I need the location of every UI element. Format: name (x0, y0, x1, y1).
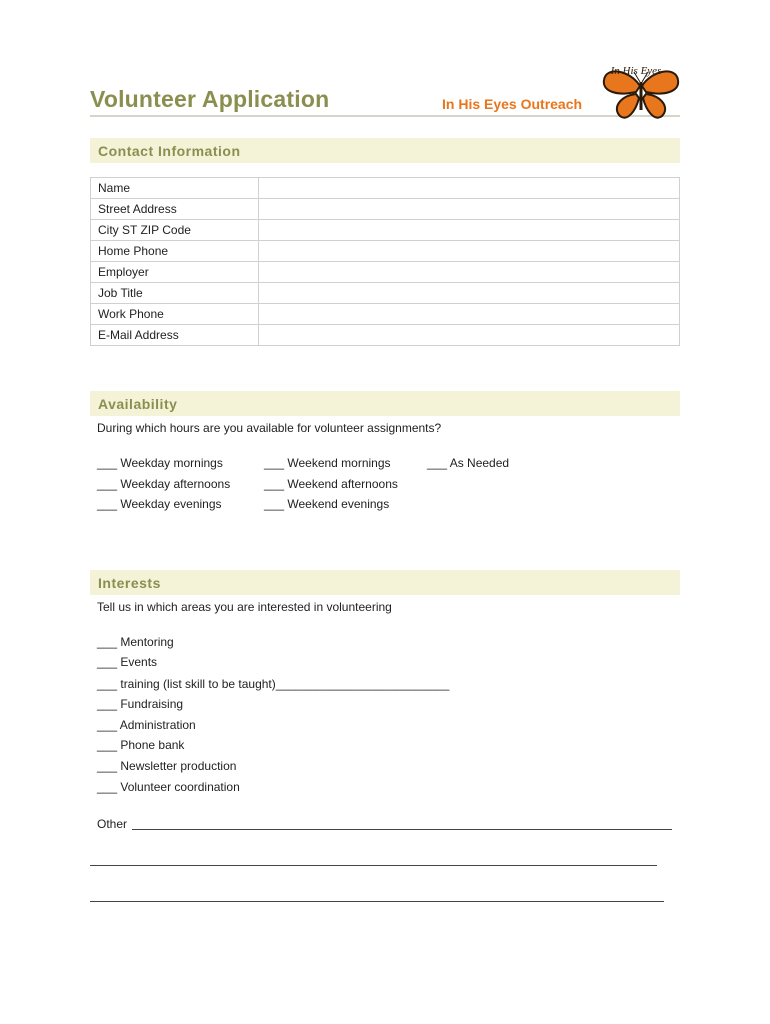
contact-label-employer: Employer (91, 262, 259, 283)
contact-field-street[interactable] (259, 199, 680, 220)
option-weekend-evenings[interactable]: ___ Weekend evenings (264, 497, 390, 511)
option-weekday-mornings[interactable]: ___ Weekday mornings (97, 456, 223, 470)
contact-label-city: City ST ZIP Code (91, 220, 259, 241)
table-row (91, 325, 680, 346)
interest-item-volunteer-coordination[interactable]: ___ Volunteer coordination (97, 780, 240, 794)
logo-script-text: In His Eyes (610, 65, 662, 77)
contact-label-work-phone: Work Phone (91, 304, 259, 325)
interest-item-administration[interactable]: ___ Administration (97, 718, 196, 732)
table-row (91, 262, 680, 283)
option-weekend-afternoons[interactable]: ___ Weekend afternoons (264, 477, 398, 491)
contact-label-email: E-Mail Address (91, 325, 259, 346)
table-row (91, 283, 680, 304)
interest-item-events[interactable]: ___ Events (97, 655, 158, 669)
option-as-needed[interactable]: ___ As Needed (427, 456, 510, 470)
option-weekday-afternoons[interactable]: ___ Weekday afternoons (97, 477, 231, 491)
contact-section-title: Contact Information (98, 143, 241, 159)
availability-section-header (90, 391, 680, 416)
interest-item-phone-bank[interactable]: ___ Phone bank (97, 738, 185, 752)
table-row (91, 241, 680, 262)
contact-label-name: Name (91, 178, 259, 199)
contact-field-work-phone[interactable] (259, 304, 680, 325)
other-line-2[interactable] (90, 865, 657, 866)
contact-field-employer[interactable] (259, 262, 680, 283)
organization-name: In His Eyes Outreach (442, 96, 583, 112)
table-row (91, 304, 680, 325)
contact-field-job-title[interactable] (259, 283, 680, 304)
contact-label-job-title: Job Title (91, 283, 259, 304)
interest-item-newsletter[interactable]: ___ Newsletter production (97, 759, 237, 773)
table-row (91, 220, 680, 241)
contact-label-home-phone: Home Phone (91, 241, 259, 262)
other-line-3[interactable] (90, 901, 664, 902)
contact-section-header (90, 138, 680, 163)
availability-section-title: Availability (98, 396, 178, 412)
contact-field-name[interactable] (259, 178, 680, 199)
interests-section-header (90, 570, 680, 595)
interests-section-title: Interests (98, 575, 161, 591)
butterfly-logo (604, 71, 678, 117)
contact-field-city[interactable] (259, 220, 680, 241)
contact-label-street: Street Address (91, 199, 259, 220)
option-weekday-evenings[interactable]: ___ Weekday evenings (97, 497, 222, 511)
availability-question: During which hours are you available for volunteer assignments? (97, 421, 442, 435)
butterfly-icon (596, 60, 684, 124)
option-weekend-mornings[interactable]: ___ Weekend mornings (264, 456, 391, 470)
contact-field-home-phone[interactable] (259, 241, 680, 262)
interest-item-training[interactable]: ___ training (list skill to be taught)__________________________ (97, 677, 450, 691)
interests-prompt: Tell us in which areas you are interested in volunteering (97, 600, 392, 614)
table-row (91, 178, 680, 199)
header-divider (90, 115, 680, 117)
other-line-1[interactable] (132, 829, 672, 830)
contact-table (90, 177, 680, 346)
other-label: Other (97, 817, 128, 831)
page-title: Volunteer Application (90, 86, 330, 112)
contact-field-email[interactable] (259, 325, 680, 346)
interest-item-fundraising[interactable]: ___ Fundraising (97, 697, 184, 711)
table-row (91, 199, 680, 220)
interest-item-mentoring[interactable]: ___ Mentoring (97, 635, 174, 649)
